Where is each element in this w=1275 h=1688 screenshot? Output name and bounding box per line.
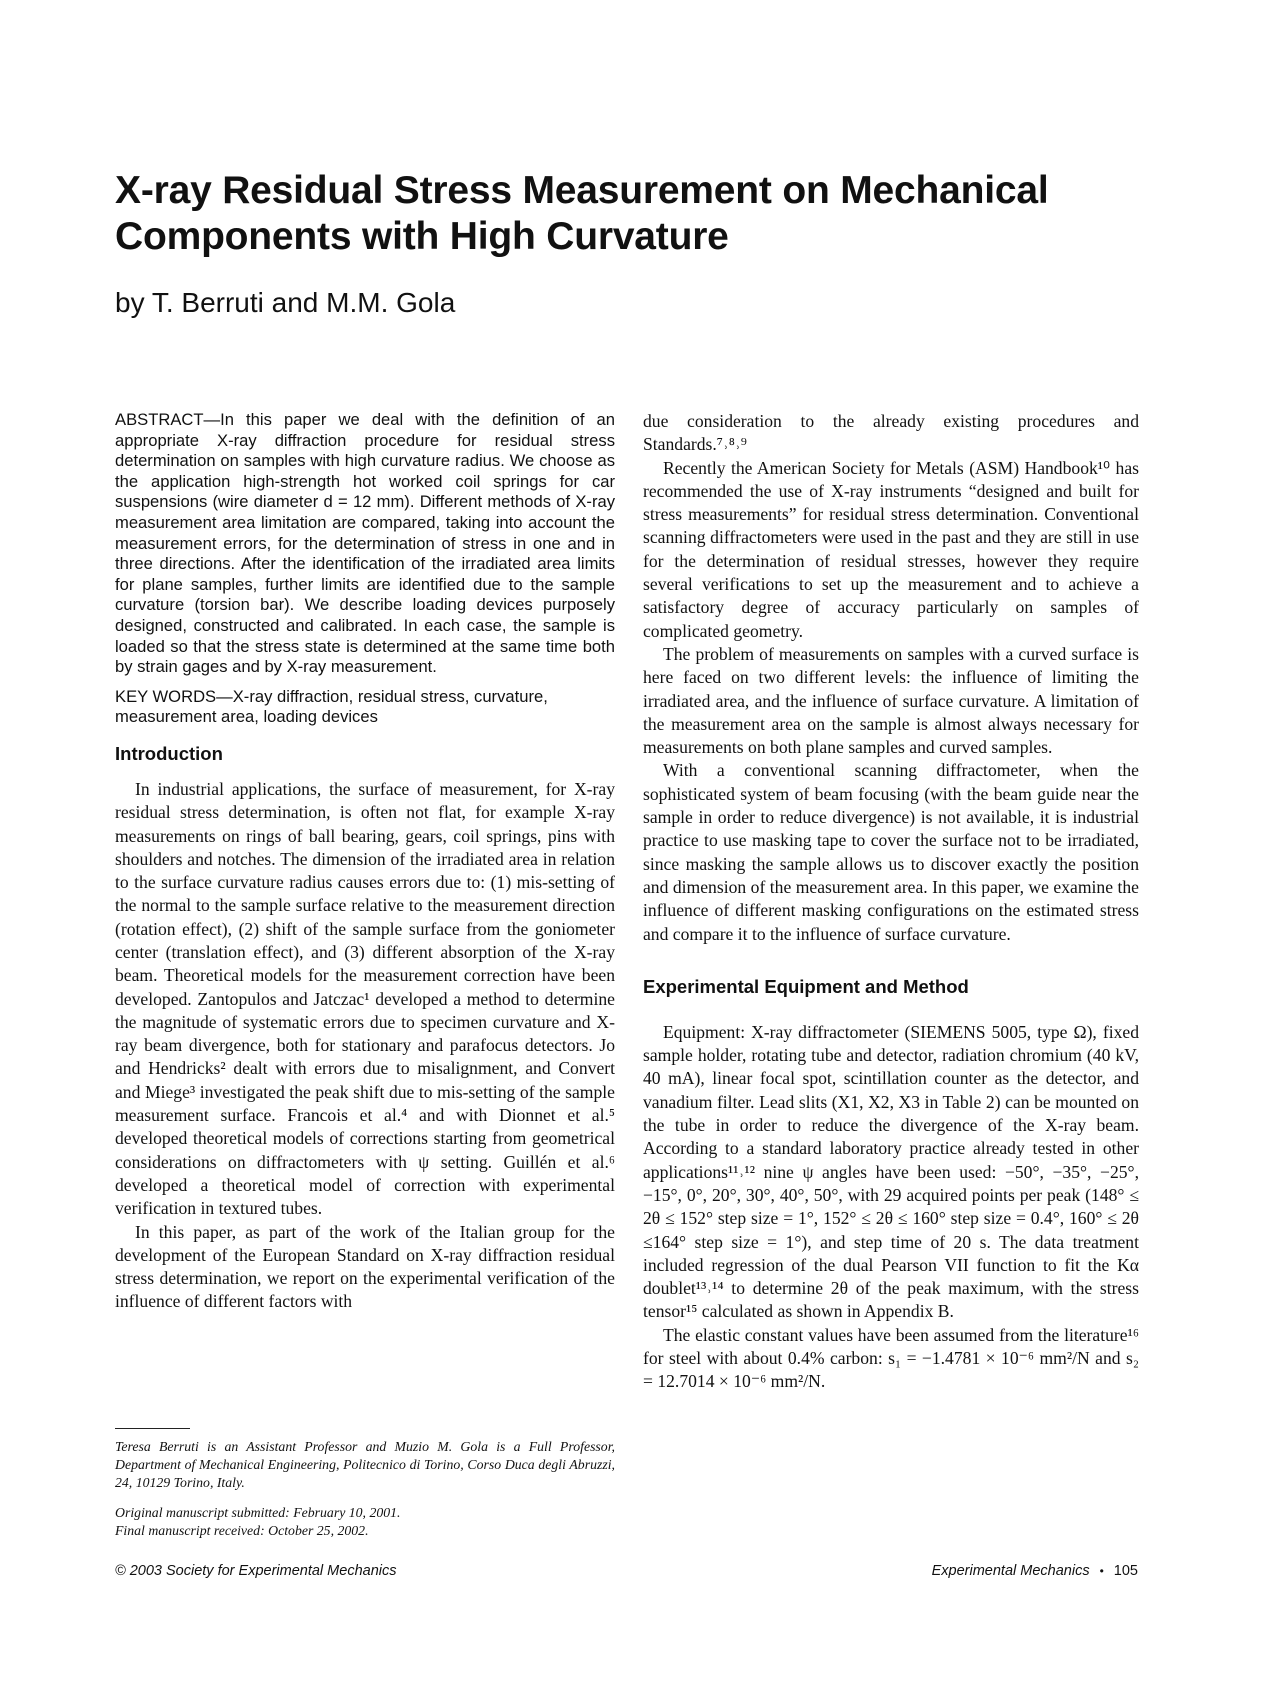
experimental-paragraph-2: The elastic constant values have been assumed from the literature¹⁶ for steel with about 0.4% carbon: s₁ = −1.4781 × 10⁻⁶ mm²/N and s₂ = 12.7014 × 10⁻⁶ mm²/N.: [643, 1324, 1139, 1392]
keywords: KEY WORDS—X-ray diffraction, residual stress, curvature, measurement area, loading devices: [115, 686, 548, 727]
abstract: ABSTRACT—In this paper we deal with the definition of an appropriate X-ray diffraction procedure for residual stress determination on samples with high curvature radius. We choose as the application high-strength hot worked coil springs for car suspensions (wire diameter d = 12 mm). Different methods of X-ray measurement area limitation are compared, taking into account the measurement errors, for the determination of stress in one and in three directions. After the identification of the irradiated area limits for plane samples, further limits are identified due to the sample curvature (torsion bar). We describe loading devices purposely designed, constructed and calibrated. In each case, the sample is loaded so that the stress state is determined at the same time both by strain gages and by X-ray measurement.: [115, 410, 615, 677]
paper-title: X-ray Residual Stress Measurement on Mechanical Components with High Curvature: [115, 169, 1049, 258]
section-heading-experimental: Experimental Equipment and Method: [643, 975, 969, 997]
intro-paragraph-6: With a conventional scanning diffractometer, when the sophisticated system of beam focusing (with the beam guide near the sample in order to reduce divergence) is not available, it is industrial practice to use masking tape to cover the surface not to be irradiated, since masking the sample allows us to discover exactly the position and dimension of the measurement area. In this paper, we examine the influence of different masking configurations on the estimated stress and compare it to the influence of surface curvature.: [643, 760, 1139, 944]
manuscript-dates: [115, 1504, 615, 1540]
page-footer: [932, 1563, 1138, 1579]
section-heading-introduction: Introduction: [115, 742, 223, 764]
page-number: 105: [1113, 1563, 1138, 1579]
bullet-separator: •: [1099, 1564, 1104, 1578]
received-date: Final manuscript received: October 25, 2002.: [115, 1523, 369, 1538]
intro-paragraph-1: In industrial applications, the surface of measurement, for X-ray residual stress determination, is often not flat, for example X-ray measurements on rings of ball bearing, gears, coil springs, pins with shoulders and notches. The dimension of the irradiated area in relation to the surface curvature radius causes errors due to: (1) mis-setting of the normal to the sample surface relative to the measurement direction (rotation effect), (2) shift of the sample surface from the goniometer center (translation effect), and (3) different absorption of the X-ray beam. Theoretical models for the measurement correction have been developed. Zantopulos and Jatczac¹ developed a method to determine the magnitude of systematic errors due to specimen curvature and X-ray beam divergence, both for stationary and parafocus detectors. Jo and Hendricks² dealt with errors due to misalignment, and Convert and Miege³ investigated the peak shift due to mis-setting of the sample measurement surface. Francois et al.⁴ and with Dionnet et al.⁵ developed theoretical models of corrections starting from geometrical considerations on diffractometers with ψ setting. Guillén et al.⁶ developed a theoretical model of correction with experimental verification in textured tubes.: [115, 778, 615, 1219]
right-column: [643, 410, 1139, 1394]
experimental-paragraph-1: Equipment: X-ray diffractometer (SIEMENS 5005, type Ω), fixed sample holder, rotating tube and detector, radiation chromium (40 kV, 40 mA), linear focal spot, scintillation counter as the detector, and vanadium filter. Lead slits (X1, X2, X3 in Table 2) can be mounted on the tube in order to reduce the divergence of the X-ray beam. According to a standard laboratory practice already tested in other applications¹¹˒¹² nine ψ angles have been used: −50°, −35°, −25°, −15°, 0°, 20°, 30°, 40°, 50°, with 29 acquired points per peak (148° ≤ 2θ ≤ 152° step size = 1°, 152° ≤ 2θ ≤ 160° step size = 0.4°, 160° ≤ 2θ ≤164° step size = 1°), and step time of 20 s. The data treatment included regression of the dual Pearson VII function to fit the Kα doublet¹³˒¹⁴ to determine 2θ of the peak maximum, with the stress tensor¹⁵ calculated as shown in Appendix B.: [643, 1021, 1139, 1322]
author-affiliation-footnote: Teresa Berruti is an Assistant Professor and Muzio M. Gola is a Full Professor, Department of Mechanical Engineering, Politecnico di Torino, Corso Duca degli Abruzzi, 24, 10129 Torino, Italy.: [115, 1439, 615, 1490]
intro-paragraph-2: In this paper, as part of the work of the Italian group for the development of the European Standard on X-ray diffraction residual stress determination, we report on the experimental verification of the influence of different factors with: [115, 1221, 615, 1312]
abstract-label: ABSTRACT: [115, 410, 204, 429]
intro-paragraph-4: Recently the American Society for Metals (ASM) Handbook¹⁰ has recommended the use of X-ray instruments “designed and built for stress measurements” for residual stress determination. Conventional scanning diffractometers were used in the past and they are still in use for the determination of residual stresses, however they require several verifications to set up the measurement and to achieve a satisfactory degree of accuracy particularly on samples of complicated geometry.: [643, 457, 1139, 641]
keywords-text: X-ray diffraction, residual stress, curvature, measurement area, loading devices: [115, 686, 548, 727]
intro-paragraph-3: due consideration to the already existing procedures and Standards.⁷˒⁸˒⁹: [643, 411, 1139, 455]
intro-paragraph-5: The problem of measurements on samples with a curved surface is here faced on two different levels: the influence of limiting the irradiated area, and the influence of surface curvature. A limitation of the measurement area on the sample is almost always necessary for measurements on both plane samples and curved samples.: [643, 643, 1139, 758]
authors: by T. Berruti and M.M. Gola: [115, 287, 456, 318]
submitted-date: Original manuscript submitted: February 10, 2001.: [115, 1505, 401, 1520]
journal-name: Experimental Mechanics: [931, 1563, 1090, 1579]
left-column: [115, 410, 615, 1314]
abstract-text: In this paper we deal with the definition of an appropriate X-ray diffraction procedure for residual stress determination on samples with high curvature radius. We choose as the application high-strength hot worked coil springs for car suspensions (wire diameter d = 12 mm). Different methods of X-ray measurement area limitation are compared, taking into account the measurement errors, for the determination of stress in one and in three directions. After the identification of the irradiated area limits for plane samples, further limits are identified due to the sample curvature (torsion bar). We describe loading devices purposely designed, constructed and calibrated. In each case, the sample is loaded so that the stress state is determined at the same time both by strain gages and by X-ray measurement.: [115, 410, 615, 677]
footnote-rule: [115, 1428, 190, 1429]
copyright-notice: © 2003 Society for Experimental Mechanics: [115, 1563, 397, 1579]
keywords-label: KEY WORDS: [115, 686, 217, 706]
